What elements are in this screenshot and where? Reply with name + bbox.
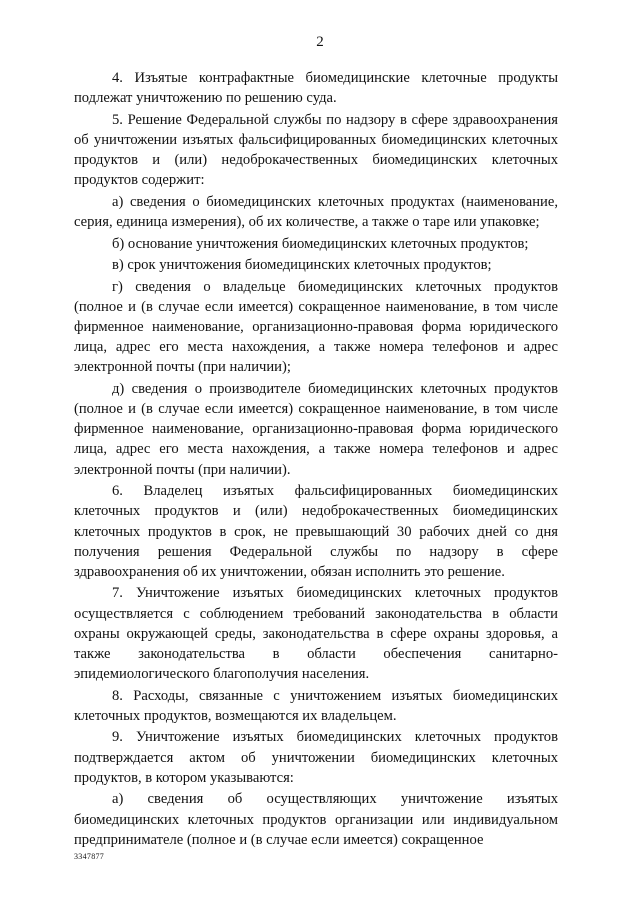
paragraph-6: 6. Владелец изъятых фальсифицированных биомедицинских клеточных продуктов и (или) недоброкачественных биомедицинских клеточных продуктов в срок, не превышающий 30 рабочих дней со дня получения решения Федеральной службы по надзору в сфере здравоохранения об их уничтожении, обязан исполнить это решение. <box>74 483 558 580</box>
document-code: 3347877 <box>74 852 105 861</box>
paragraph-7: 7. Уничтожение изъятых биомедицинских клеточных продуктов осуществляется с соблюдением требований законодательства в области охраны окружающей среды, законодательства в сфере охраны здоровья, а также законодательства в области обеспечения санитарно-эпидемиологического благополучия населения. <box>74 585 558 683</box>
paragraph-5a: а) сведения о биомедицинских клеточных продуктах (наименование, серия, единица измерения), об их количестве, а также о таре или упаковке; <box>74 193 558 231</box>
paragraph-5v: в) срок уничтожения биомедицинских клеточных продуктов; <box>112 257 492 274</box>
document-body <box>74 68 558 851</box>
paragraph-9a: а) сведения об осуществляющих уничтожение изъятых биомедицинских клеточных продуктов организации или индивидуальном предпринимателе (полное и (в случае если имеется) сокращенное <box>74 791 558 848</box>
paragraph-9: 9. Уничтожение изъятых биомедицинских клеточных продуктов подтверждается актом об уничтожении биомедицинских клеточных продуктов, в котором указываются: <box>74 729 558 786</box>
paragraph-4: 4. Изъятые контрафактные биомедицинские клеточные продукты подлежат уничтожению по решению суда. <box>74 70 558 107</box>
page-number: 2 <box>316 34 324 50</box>
paragraph-5: 5. Решение Федеральной службы по надзору в сфере здравоохранения об уничтожении изъятых фальсифицированных биомедицинских клеточных продуктов и (или) недоброкачественных биомедицинских клеточных продуктов содержит: <box>74 111 558 189</box>
paragraph-5b: б) основание уничтожения биомедицинских клеточных продуктов; <box>112 235 529 252</box>
paragraph-5d: д) сведения о производителе биомедицинских клеточных продуктов (полное и (в случае если имеется) сокращенное наименование, в том числе фирменное наименование, организационно-правовая форма юридического лица, адрес его места нахождения, а также номера телефонов и адрес электронной почты (при наличии). <box>74 380 558 478</box>
paragraph-5g: г) сведения о владельце биомедицинских клеточных продуктов (полное и (в случае если имеется) сокращенное наименование, в том числе фирменное наименование, организационно-правовая форма юридического лица, адрес его места нахождения, а также номера телефонов и адрес электронной почты (при наличии); <box>74 278 558 376</box>
paragraph-8: 8. Расходы, связанные с уничтожением изъятых биомедицинских клеточных продуктов, возмещаются их владельцем. <box>74 687 558 724</box>
